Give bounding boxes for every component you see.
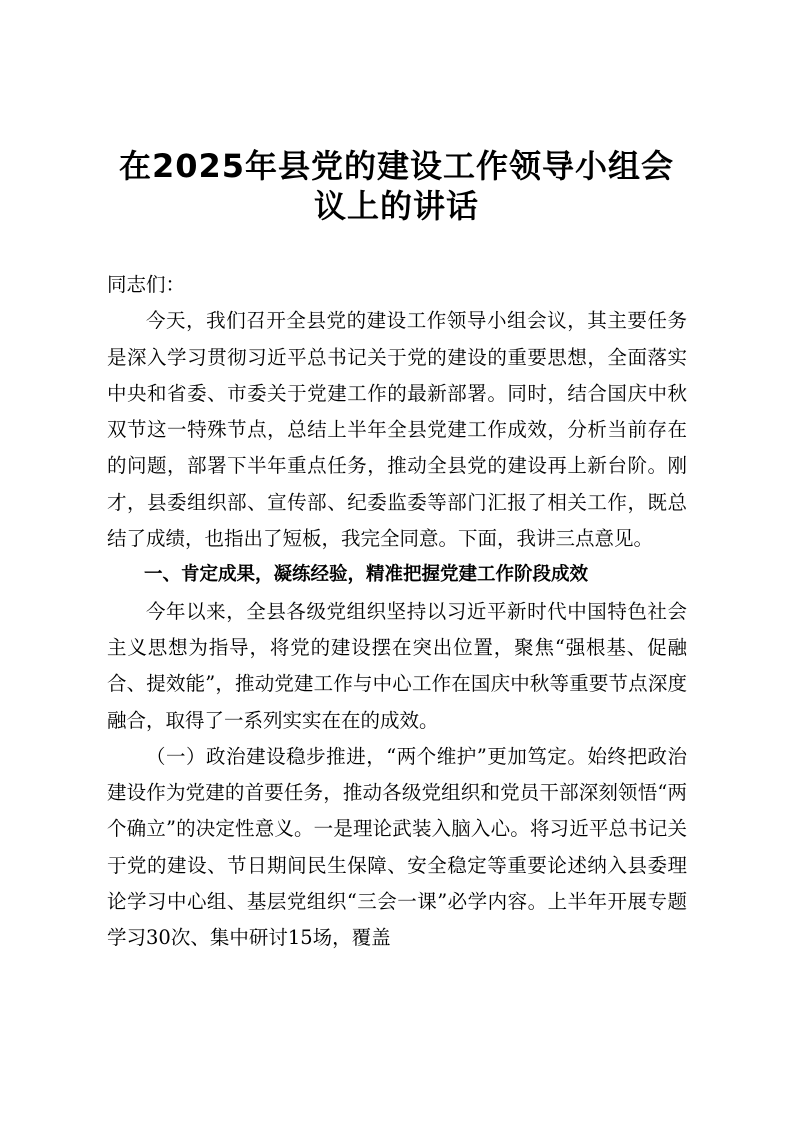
- title-line-2: 议上的讲话: [313, 187, 479, 225]
- document-body: [107, 267, 687, 957]
- document-title: [80, 146, 713, 226]
- salutation: 同志们：: [107, 273, 186, 296]
- paragraph: （一）政治建设稳步推进，“两个维护”更加笃定。始终把政治建设作为党建的首要任务，推动各级党组织和党员干部深刻领悟“两个确立”的决定性意义。一是理论武装入脑入心。将习近平总书记关于党的建设、节日期间民生保障、安全稳定等重要论述纳入县委理论学习中心组、基层党组织“三会一课”必学内容。上半年开展专题学习30次、集中研讨15场，覆盖: [107, 744, 687, 950]
- paragraph: 今年以来，全县各级党组织坚持以习近平新时代中国特色社会主义思想为指导，将党的建设摆在突出位置，聚焦“强根基、促融合、提效能”，推动党建工作与中心工作在国庆中秋等重要节点深度融合，取得了一系列实实在在的成效。: [107, 599, 687, 732]
- paragraph: 今天，我们召开全县党的建设工作领导小组会议，其主要任务是深入学习贯彻习近平总书记关于党的建设的重要思想，全面落实中央和省委、市委关于党建工作的最新部署。同时，结合国庆中秋双节这一特殊节点，总结上半年全县党建工作成效，分析当前存在的问题，部署下半年重点任务，推动全县党的建设再上新台阶。刚才，县委组织部、宣传部、纪委监委等部门汇报了相关工作，既总结了成绩，也指出了短板，我完全同意。下面，我讲三点意见。: [107, 309, 687, 551]
- section-heading: 一、肯定成果，凝练经验，精准把握党建工作阶段成效: [144, 564, 589, 586]
- title-line-1: 在2025年县党的建设工作领导小组会: [118, 147, 675, 185]
